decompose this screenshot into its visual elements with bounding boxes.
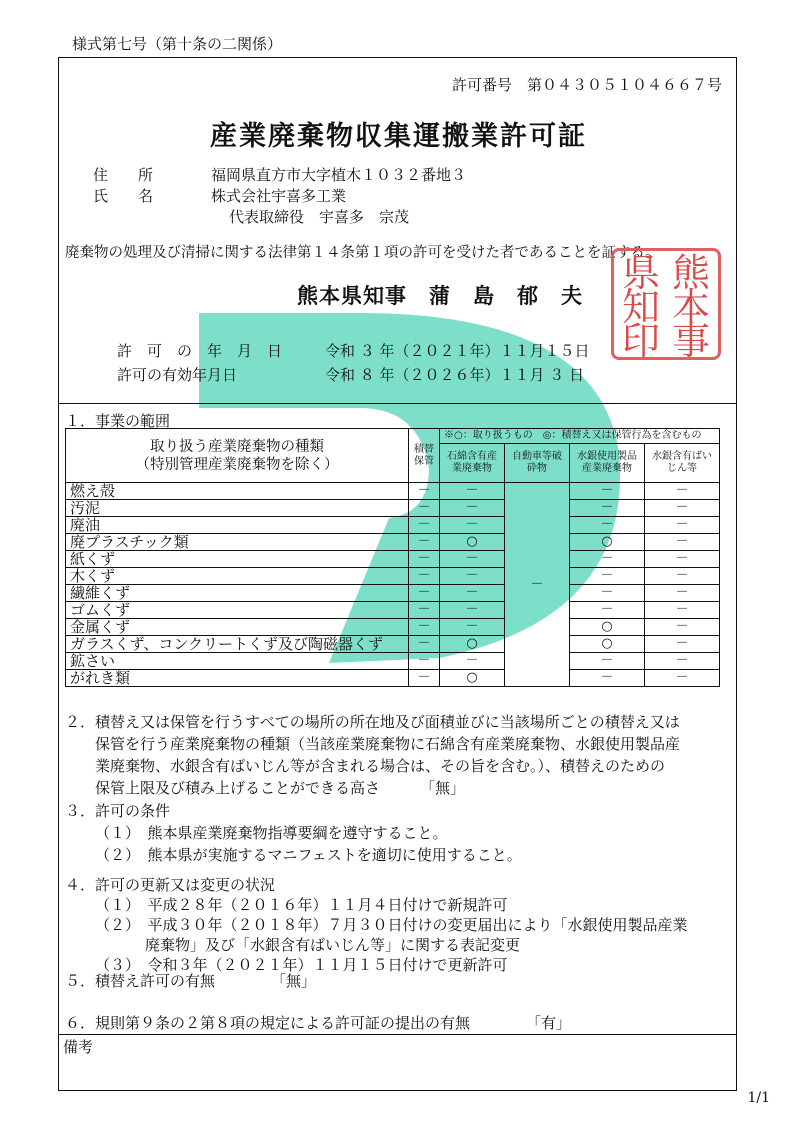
section2-line: 保管を行う産業廃棄物の種類（当該産業廃棄物に石綿含有産業廃棄物、水銀使用製品産 — [95, 735, 681, 753]
mercury-dust-cell: － — [645, 653, 720, 670]
page-number: 1/1 — [747, 1090, 770, 1106]
mercury-dust-cell: － — [645, 568, 720, 585]
section4-heading: ４．許可の更新又は変更の状況 — [65, 876, 276, 894]
col-header-mercury-dust: 水銀含有ばいじん等 — [645, 444, 720, 483]
asbestos-cell: － — [440, 500, 505, 517]
storage-cell: － — [409, 568, 440, 585]
remarks-divider — [59, 1034, 736, 1035]
waste-type-cell: ゴムくず — [66, 602, 409, 619]
certificate-frame — [58, 57, 737, 1091]
mercury-products-cell: ○ — [570, 636, 645, 653]
section2 — [65, 711, 680, 799]
waste-type-cell: 繊維くず — [66, 585, 409, 602]
mercury-products-cell: － — [570, 670, 645, 687]
mercury-dust-cell: － — [645, 517, 720, 534]
table-row — [66, 602, 720, 619]
section2-line: 保管上限及び積み上げることができる高さ — [95, 779, 381, 797]
section2-line: ２．積替え又は保管を行うすべての場所の所在地及び面積並びに当該場所ごとの積替え又は — [65, 713, 680, 731]
table-row — [66, 500, 720, 517]
section6 — [65, 1012, 571, 1034]
mercury-products-cell: － — [570, 568, 645, 585]
certification-text: 廃棄物の処理及び清掃に関する法律第１４条第１項の許可を受けた者であることを証する。 — [65, 245, 660, 261]
asbestos-cell: － — [440, 585, 505, 602]
auto-shredder-cell: － — [505, 483, 570, 687]
col-header-storage: 積替保管 — [409, 429, 440, 483]
section6-value: 「有」 — [526, 1014, 572, 1032]
section4-item: （２） 平成３０年（２０１８年）７月３０日付けの変更届出により「水銀使用製品産業 — [95, 916, 688, 934]
asbestos-cell: － — [440, 551, 505, 568]
waste-type-cell: 廃油 — [66, 517, 409, 534]
storage-cell: － — [409, 619, 440, 636]
section4-item: 廃棄物」及び「水銀含有ばいじん等」に関する表記変更 — [145, 936, 521, 954]
section4 — [65, 875, 688, 975]
asbestos-cell: － — [440, 517, 505, 534]
storage-cell: － — [409, 534, 440, 551]
governor-seal: 熊 本 県 知 印 事 — [611, 248, 721, 360]
section-divider — [59, 403, 736, 404]
storage-cell: － — [409, 653, 440, 670]
col-header-asbestos: 石綿含有産業廃棄物 — [440, 444, 505, 483]
company-name: 株式会社宇喜多工業 — [211, 187, 347, 205]
waste-type-cell: 燃え殻 — [66, 483, 409, 500]
section4-item: （１） 平成２８年（２０１６年）１１月４日付けで新規許可 — [95, 896, 508, 914]
table-row — [66, 670, 720, 687]
table-row — [66, 517, 720, 534]
mercury-products-cell: ○ — [570, 534, 645, 551]
mercury-dust-cell: － — [645, 602, 720, 619]
section6-label: ６．規則第９条の２第８項の規定による許可証の提出の有無 — [65, 1014, 471, 1032]
mercury-dust-cell: － — [645, 534, 720, 551]
mercury-products-cell: － — [570, 585, 645, 602]
table-row — [66, 483, 720, 500]
col-header-auto: 自動車等破砕物 — [505, 444, 570, 483]
storage-cell: － — [409, 636, 440, 653]
permit-number: 許可番号 第０４３０５１０４６６７号 — [451, 76, 722, 94]
section4-item: （３） 令和３年（２０２１年）１１月１５日付けで更新許可 — [95, 956, 508, 974]
table-row — [66, 636, 720, 653]
representative: 代表取締役 宇喜多 宗茂 — [229, 208, 410, 226]
mercury-dust-cell: － — [645, 500, 720, 517]
table-row — [66, 585, 720, 602]
waste-type-cell: 木くず — [66, 568, 409, 585]
section3-item: （１） 熊本県産業廃棄物指導要綱を遵守すること。 — [95, 824, 448, 842]
section2-line: 業廃棄物、水銀含有ばいじん等が含まれる場合は、その旨を含む。）、積替えのための — [95, 757, 666, 775]
name-label: 氏 名 — [93, 187, 154, 205]
mercury-dust-cell: － — [645, 585, 720, 602]
mercury-dust-cell: － — [645, 551, 720, 568]
storage-cell: － — [409, 500, 440, 517]
mercury-dust-cell: － — [645, 636, 720, 653]
asbestos-cell: ○ — [440, 636, 505, 653]
table-row — [66, 619, 720, 636]
section1-heading: １．事業の範囲 — [65, 412, 171, 430]
mercury-products-cell: ○ — [570, 619, 645, 636]
col-header-type: 取り扱う産業廃棄物の種類 （特別管理産業廃棄物を除く） — [66, 429, 409, 483]
section5-label: ５．積替え許可の有無 — [65, 972, 216, 990]
storage-cell: － — [409, 670, 440, 687]
storage-cell: － — [409, 585, 440, 602]
storage-cell: － — [409, 517, 440, 534]
waste-type-cell: ガラスくず、コンクリートくず及び陶磁器くず — [66, 636, 409, 653]
section2-value: 「無」 — [420, 779, 466, 797]
storage-cell: － — [409, 551, 440, 568]
mercury-dust-cell: － — [645, 670, 720, 687]
asbestos-cell: ○ — [440, 670, 505, 687]
table-legend: ※○：取り扱うもの ◎：積替え又は保管行為を含むもの — [440, 429, 720, 444]
table-row — [66, 551, 720, 568]
address-label: 住 所 — [93, 166, 154, 184]
col-header-mercury-products: 水銀使用製品産業廃棄物 — [570, 444, 645, 483]
valid-date-value: 令和 ８ 年（２０２６年）１１月 ３ 日 — [325, 366, 585, 384]
mercury-products-cell: － — [570, 602, 645, 619]
asbestos-cell: － — [440, 619, 505, 636]
section5-value: 「無」 — [271, 972, 317, 990]
mercury-products-cell: － — [570, 517, 645, 534]
waste-type-cell: 金属くず — [66, 619, 409, 636]
valid-date-label: 許可の有効年月日 — [117, 366, 238, 384]
asbestos-cell: － — [440, 602, 505, 619]
address-value: 福岡県直方市大字植木１０３２番地３ — [211, 166, 467, 184]
section3-heading: ３．許可の条件 — [65, 802, 171, 820]
asbestos-cell: － — [440, 653, 505, 670]
table-row — [66, 653, 720, 670]
mercury-dust-cell: － — [645, 619, 720, 636]
mercury-dust-cell: － — [645, 483, 720, 500]
section5 — [65, 970, 316, 992]
waste-type-cell: 紙くず — [66, 551, 409, 568]
permit-date-label: 許 可 の 年 月 日 — [117, 342, 283, 360]
mercury-products-cell: － — [570, 551, 645, 568]
mercury-products-cell: － — [570, 500, 645, 517]
asbestos-cell: － — [440, 568, 505, 585]
waste-type-cell: がれき類 — [66, 670, 409, 687]
table-row — [66, 534, 720, 551]
section3 — [65, 800, 522, 866]
permit-date-value: 令和 ３ 年（２０２１年）１１月１５日 — [325, 342, 590, 360]
asbestos-cell: ○ — [440, 534, 505, 551]
storage-cell: － — [409, 483, 440, 500]
storage-cell: － — [409, 602, 440, 619]
form-number: 様式第七号（第十条の二関係） — [72, 35, 283, 53]
mercury-products-cell: － — [570, 483, 645, 500]
asbestos-cell: － — [440, 483, 505, 500]
waste-type-cell: 鉱さい — [66, 653, 409, 670]
table-row — [66, 568, 720, 585]
waste-type-cell: 汚泥 — [66, 500, 409, 517]
remarks-label: 備考 — [63, 1038, 94, 1056]
governor-name: 熊本県知事 蒲 島 郁 夫 — [297, 283, 583, 308]
section3-item: （２） 熊本県が実施するマニフェストを適切に使用すること。 — [95, 846, 522, 864]
waste-category-table — [65, 428, 720, 687]
document-title: 産業廃棄物収集運搬業許可証 — [210, 121, 587, 152]
mercury-products-cell: － — [570, 653, 645, 670]
waste-type-cell: 廃プラスチック類 — [66, 534, 409, 551]
